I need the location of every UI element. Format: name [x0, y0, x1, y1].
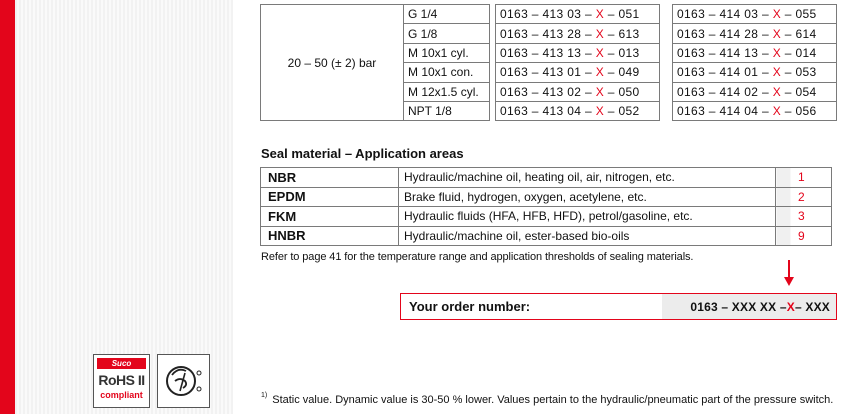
- footnote-text: Static value. Dynamic value is 30-50 % lower. Values pertain to the hydraulic/pneumatic part of the pressure switch.: [272, 394, 834, 406]
- order-number-value: 0163 – XXX XX – X – XXX: [662, 294, 836, 319]
- order-code-cell: 0163 – 414 03 – X – 055: [673, 5, 837, 24]
- seal-description: Brake fluid, hydrogen, oxygen, acetylene, etc.: [399, 187, 776, 207]
- seal-description: Hydraulic fluids (HFA, HFB, HFD), petrol/gasoline, etc.: [399, 207, 776, 227]
- order-code-cell: 0163 – 414 01 – X – 053: [673, 63, 837, 82]
- seal-code: 9: [776, 226, 832, 246]
- order-code-cell: 0163 – 413 03 – X – 051: [496, 5, 660, 24]
- csa-logo: [157, 354, 210, 408]
- table-row: [261, 207, 832, 227]
- footnote: [261, 394, 833, 406]
- order-code-cell: 0163 – 413 28 – X – 613: [496, 24, 660, 43]
- suco-brand: Suco: [97, 358, 146, 369]
- thread-size: NPT 1/8: [404, 101, 490, 120]
- order-code-cell: 0163 – 414 13 – X – 014: [673, 43, 837, 62]
- seal-material-table: [260, 167, 832, 246]
- seal-code: 2: [776, 187, 832, 207]
- seal-name: FKM: [261, 207, 399, 227]
- seal-description: Hydraulic/machine oil, heating oil, air, nitrogen, etc.: [399, 168, 776, 188]
- red-edge-bar: [0, 0, 15, 414]
- order-code-cell: 0163 – 413 02 – X – 050: [496, 82, 660, 101]
- code-table-413: [495, 4, 660, 121]
- pressure-range: 20 – 50 (± 2) bar: [261, 5, 404, 121]
- thread-size: G 1/4: [404, 5, 490, 24]
- table-row: [261, 226, 832, 246]
- seal-section-title: Seal material – Application areas: [261, 146, 464, 161]
- thread-size: M 10x1 con.: [404, 63, 490, 82]
- rohs-compliant: compliant: [100, 390, 143, 400]
- order-code-cell: 0163 – 414 02 – X – 054: [673, 82, 837, 101]
- refer-note: Refer to page 41 for the temperature range and application thresholds of sealing materials.: [261, 251, 694, 263]
- order-code-cell: 0163 – 414 28 – X – 614: [673, 24, 837, 43]
- seal-name: EPDM: [261, 187, 399, 207]
- seal-name: HNBR: [261, 226, 399, 246]
- pressure-thread-table: [260, 4, 490, 121]
- side-panel: [15, 0, 233, 414]
- footnote-marker: 1): [261, 392, 268, 399]
- thread-size: G 1/8: [404, 24, 490, 43]
- order-code-cell: 0163 – 413 01 – X – 049: [496, 63, 660, 82]
- table-row: [261, 187, 832, 207]
- order-number-box: [400, 293, 837, 320]
- seal-name: NBR: [261, 168, 399, 188]
- seal-code: 1: [776, 168, 832, 188]
- thread-size: M 12x1.5 cyl.: [404, 82, 490, 101]
- order-code-cell: 0163 – 413 04 – X – 052: [496, 101, 660, 120]
- seal-code: 3: [776, 207, 832, 227]
- thread-size: M 10x1 cyl.: [404, 43, 490, 62]
- table-row: [261, 168, 832, 188]
- rohs-logo: [93, 354, 150, 408]
- rohs-title: RoHS II: [98, 372, 145, 388]
- order-code-cell: 0163 – 414 04 – X – 056: [673, 101, 837, 120]
- code-table-414: [672, 4, 837, 121]
- order-number-label: Your order number:: [409, 299, 531, 314]
- seal-description: Hydraulic/machine oil, ester-based bio-oils: [399, 226, 776, 246]
- order-code-cell: 0163 – 413 13 – X – 013: [496, 43, 660, 62]
- csa-mark-icon: [158, 355, 209, 407]
- arrow-down-icon: [784, 260, 794, 286]
